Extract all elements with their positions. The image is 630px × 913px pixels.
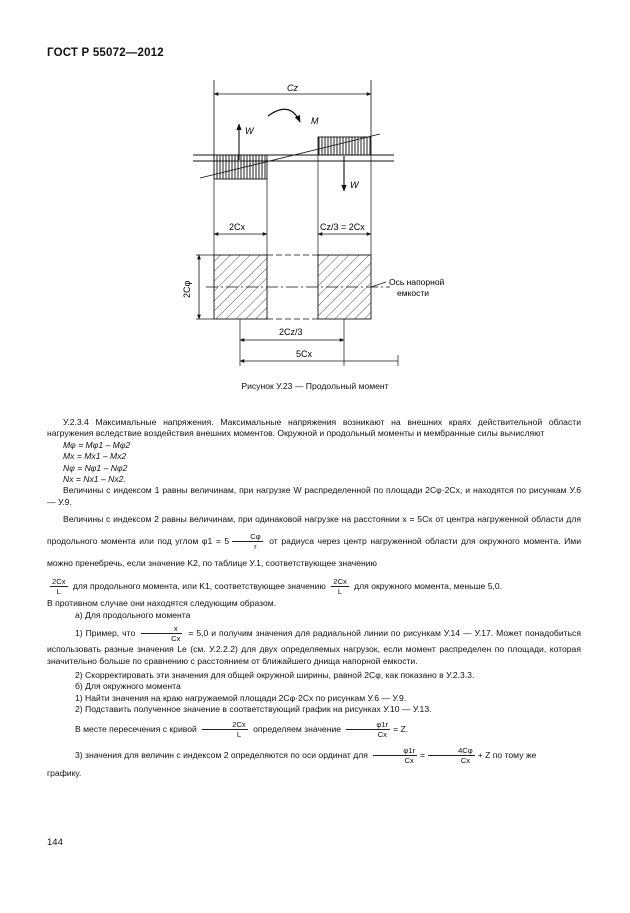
item-b2: 2) Подставить полученное значение в соответствующий график на рисунках У.10 — У.13. bbox=[75, 704, 432, 715]
item-b1: 1) Найти значения на краю нагружаемой площади 2Cφ·2Cx по рисункам У.6 — У.9. bbox=[75, 692, 407, 703]
item-b4: 3) значения для величин с индексом 2 определяются по оси ординат для $\frac{\varphi 1r}{Cx}$ = $\frac{4C\varphi}{Cx}$ + Z по тому же bbox=[75, 745, 537, 765]
figure-caption: Рисунок У.23 — Продольный момент bbox=[241, 381, 389, 391]
longitudinal-moment-figure bbox=[0, 0, 630, 380]
item-a-heading: а) Для продольного момента bbox=[75, 609, 191, 620]
load-block-left bbox=[214, 155, 267, 179]
body-text bbox=[47, 417, 581, 779]
paragraph-max-stresses: У.2.3.4 Максимальные напряжения. Максимальные напряжения возникают на внешних краях действительной области нагружения вследствие воздействия внешних моментов. Окружной и продольный моменты и мембранные силы вычисляют bbox=[47, 417, 581, 439]
item-b-heading: б) Для окружного момента bbox=[75, 681, 181, 692]
two-cphi-label: 2Cφ bbox=[182, 280, 192, 298]
moment-arrow bbox=[268, 109, 300, 122]
moment-label: M bbox=[311, 116, 319, 126]
w-label-down: W bbox=[350, 180, 359, 190]
item-a2: 2) Скорректировать эти значения для общей окружной ширины, равной 2Cφ, как показано в У.2.3.3. bbox=[75, 670, 475, 681]
equation-2: Mx = Mx1 – Mx2 bbox=[63, 451, 127, 462]
item-b3: В месте пересечения с кривой $\frac{2Cx}{L}$ определяем значение $\frac{\varphi 1r}{Cx}$ = Z. bbox=[75, 719, 409, 739]
equation-3: Nφ = Nφ1 – Nφ2 bbox=[63, 462, 128, 473]
paragraph-k-values: $\frac{2Cx}{L}$ для продольного момента, или K1, соответствующее значению $\frac{2Cx}{L}$ для окружного момента, меньше 5,0. bbox=[52, 577, 503, 597]
two-cx-label: 2Cx bbox=[229, 222, 246, 232]
paragraph-otherwise: В противном случае они находятся следующим образом. bbox=[47, 598, 277, 609]
page-number: 144 bbox=[47, 837, 63, 848]
axis-label-line1: Ось напорной bbox=[389, 277, 445, 287]
paragraph-index-1: Величины с индексом 1 равны величинам, при нагрузке W распределенной по площади 2Cφ·2Cx, и находятся по рисункам У.6 — У.9. bbox=[47, 485, 581, 507]
item-a1: 1) Пример, что $\frac{x}{Cx}$ = 5,0 и получим значения для радиальной линии по рисункам У.14 — У.17. Может понадобиться использовать разные значения Lе (см. У.2.2.2) для двух определяемых нагрузок, если момент распределен по площади, которая значительно больше по сравнению с расстоянием от ближайшего днища напорной емкости. bbox=[47, 624, 582, 667]
two-cz-third-label: 2Cz/3 bbox=[279, 327, 303, 337]
cz-label: Cz bbox=[287, 83, 298, 93]
cz-third-label: Cz/3 = 2Cx bbox=[320, 222, 365, 232]
axis-label-line2: емкости bbox=[397, 288, 430, 298]
paragraph-index-2: Величины с индексом 2 равны величинам, при одинаковой нагрузке на расстоянии x = 5Cx от центра нагруженной области для продольного момента или под углом φ1 = 5 $\frac{C\varphi}{r}$ от радиуса через центр нагруженной области для окружного момента. Ими можно пренебречь, если значение K2, по таблице У.1, соответствующее значению bbox=[47, 514, 582, 569]
load-block-right bbox=[318, 137, 371, 155]
item-b4-cont: графику. bbox=[47, 767, 82, 778]
w-label-up: W bbox=[245, 126, 254, 136]
loaded-area-right bbox=[318, 255, 371, 319]
five-cx-label: 5Cx bbox=[296, 349, 313, 359]
equation-4: Nx = Nx1 – Nx2. bbox=[63, 474, 126, 485]
equation-1: Mφ = Mφ1 – Mφ2 bbox=[63, 439, 131, 450]
standard-header: ГОСТ Р 55072—2012 bbox=[47, 47, 164, 59]
axis-leader bbox=[371, 282, 386, 287]
